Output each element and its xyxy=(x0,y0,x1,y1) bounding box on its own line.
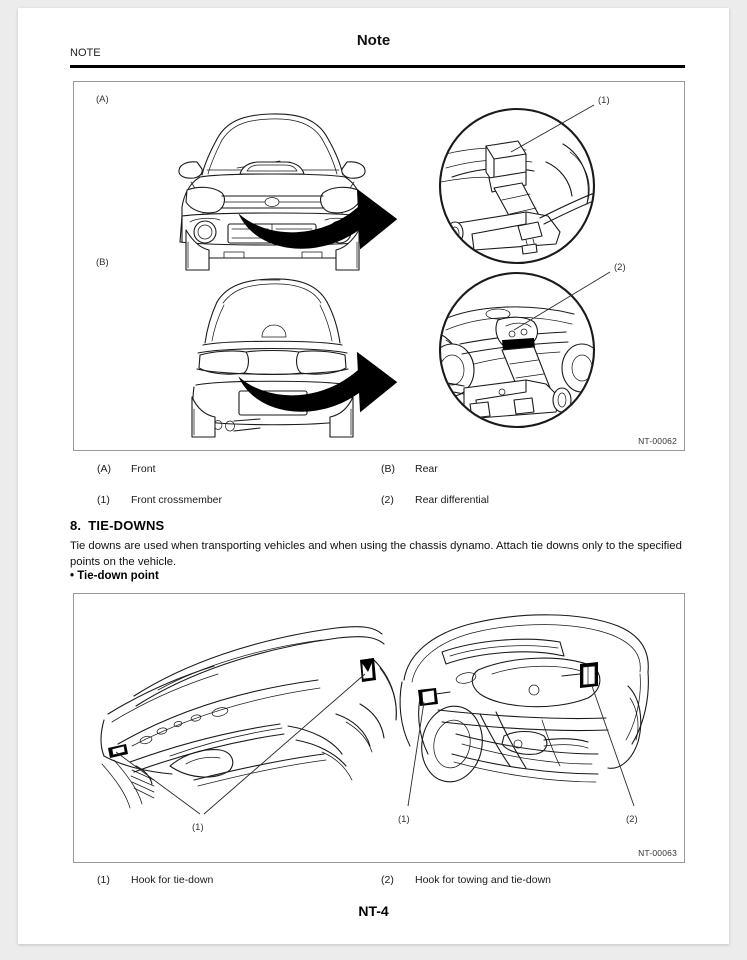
legend-label-hook-2: Hook for towing and tie-down xyxy=(415,874,551,886)
section-number: 8. xyxy=(70,518,82,533)
page-number: NT-4 xyxy=(358,903,389,919)
legend-key-hook-1: (1) xyxy=(97,874,110,886)
front-crossmember-detail-circle xyxy=(440,109,606,263)
front-view-vehicle-illustration xyxy=(179,114,365,270)
callout-label-right-1: (1) xyxy=(398,814,410,825)
panel-label-a: (A) xyxy=(96,94,109,105)
rear-view-vehicle-illustration xyxy=(192,279,353,437)
rear-underbody-illustration xyxy=(398,615,648,825)
legend-key-2: (2) xyxy=(381,494,394,506)
legend-label-2: Rear differential xyxy=(415,494,489,506)
legend-key-hook-2: (2) xyxy=(381,874,394,886)
legend-label-a: Front xyxy=(131,463,156,475)
manual-page xyxy=(18,8,729,944)
section-title: TIE-DOWNS xyxy=(88,518,165,533)
figure-id-upper: NT-00062 xyxy=(638,436,677,446)
figure-id-lower: NT-00063 xyxy=(638,848,677,858)
figure-jack-up-points xyxy=(73,81,685,451)
legend-key-a: (A) xyxy=(97,463,111,475)
legend-key-1: (1) xyxy=(97,494,110,506)
section-tag: NOTE xyxy=(70,47,101,59)
legend-label-hook-1: Hook for tie-down xyxy=(131,874,214,886)
section-paragraph: Tie downs are used when transporting vehicles and when using the chassis dynamo. Attach tie downs only to the specified points on the vehicle. xyxy=(70,540,682,568)
legend-label-1: Front crossmember xyxy=(131,494,223,506)
section-heading xyxy=(70,518,164,533)
callout-label-2: (2) xyxy=(614,262,626,273)
callout-label-left-1: (1) xyxy=(192,822,204,833)
callout-label-right-2: (2) xyxy=(626,814,638,825)
figure-lower-artwork xyxy=(74,594,684,862)
rear-differential-detail-circle xyxy=(414,273,602,427)
callout-label-1: (1) xyxy=(598,95,610,106)
bullet-heading: • Tie-down point xyxy=(70,570,159,582)
figure-upper-artwork xyxy=(74,82,684,450)
header-rule xyxy=(70,65,685,68)
figure-tie-down-points xyxy=(73,593,685,863)
legend-label-b: Rear xyxy=(415,463,438,475)
panel-label-b: (B) xyxy=(96,257,109,268)
legend-key-b: (B) xyxy=(381,463,395,475)
front-underbody-illustration xyxy=(101,627,396,833)
page-title: Note xyxy=(356,32,391,49)
